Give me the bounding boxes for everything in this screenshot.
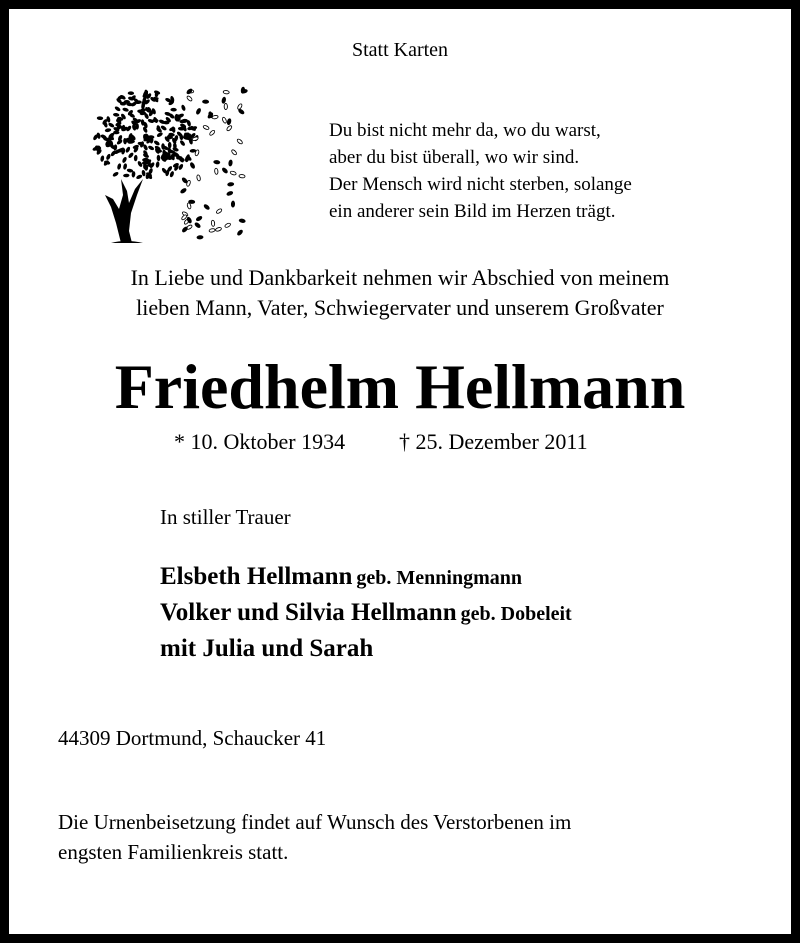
intro-line: In Liebe und Dankbarkeit nehmen wir Abschied von meinem [130,265,670,290]
deceased-name: Friedhelm Hellmann [114,351,686,422]
family-member-name: mit Julia und Sarah [160,635,374,662]
family-member-suffix: geb. Dobeleit [460,603,572,625]
family-member [160,632,572,668]
note-line: engsten Familienkreis statt. [58,840,289,864]
family-member [160,560,572,596]
intro-line: lieben Mann, Vater, Schwiegervater und unserem Großvater [136,295,664,320]
intro-text [9,263,791,323]
family-member-suffix: geb. Menningmann [356,567,522,589]
quote-line: ein anderer sein Bild im Herzen trägt. [329,201,616,222]
address-text: 44309 Dortmund, Schaucker 41 [58,726,327,750]
quote-line: Der Mensch wird nicht sterben, solange [329,174,632,195]
burial-note [58,807,571,867]
mourning-text: In stiller Trauer [160,505,291,529]
family-list [160,560,572,668]
quote-line: Du bist nicht mehr da, wo du warst, [329,120,601,141]
family-member-name: Volker und Silvia Hellmann [160,599,457,626]
death-date: † 25. Dezember 2011 [399,429,588,454]
birth-date: * 10. Oktober 1934 [174,429,346,454]
quote-block [329,117,632,225]
family-member [160,596,572,632]
quote-line: aber du bist überall, wo wir sind. [329,147,580,168]
family-member-name: Elsbeth Hellmann [160,563,353,590]
header-text: Statt Karten [351,39,449,61]
note-line: Die Urnenbeisetzung findet auf Wunsch des Verstorbenen im [58,810,572,834]
tree-icon [83,75,253,247]
